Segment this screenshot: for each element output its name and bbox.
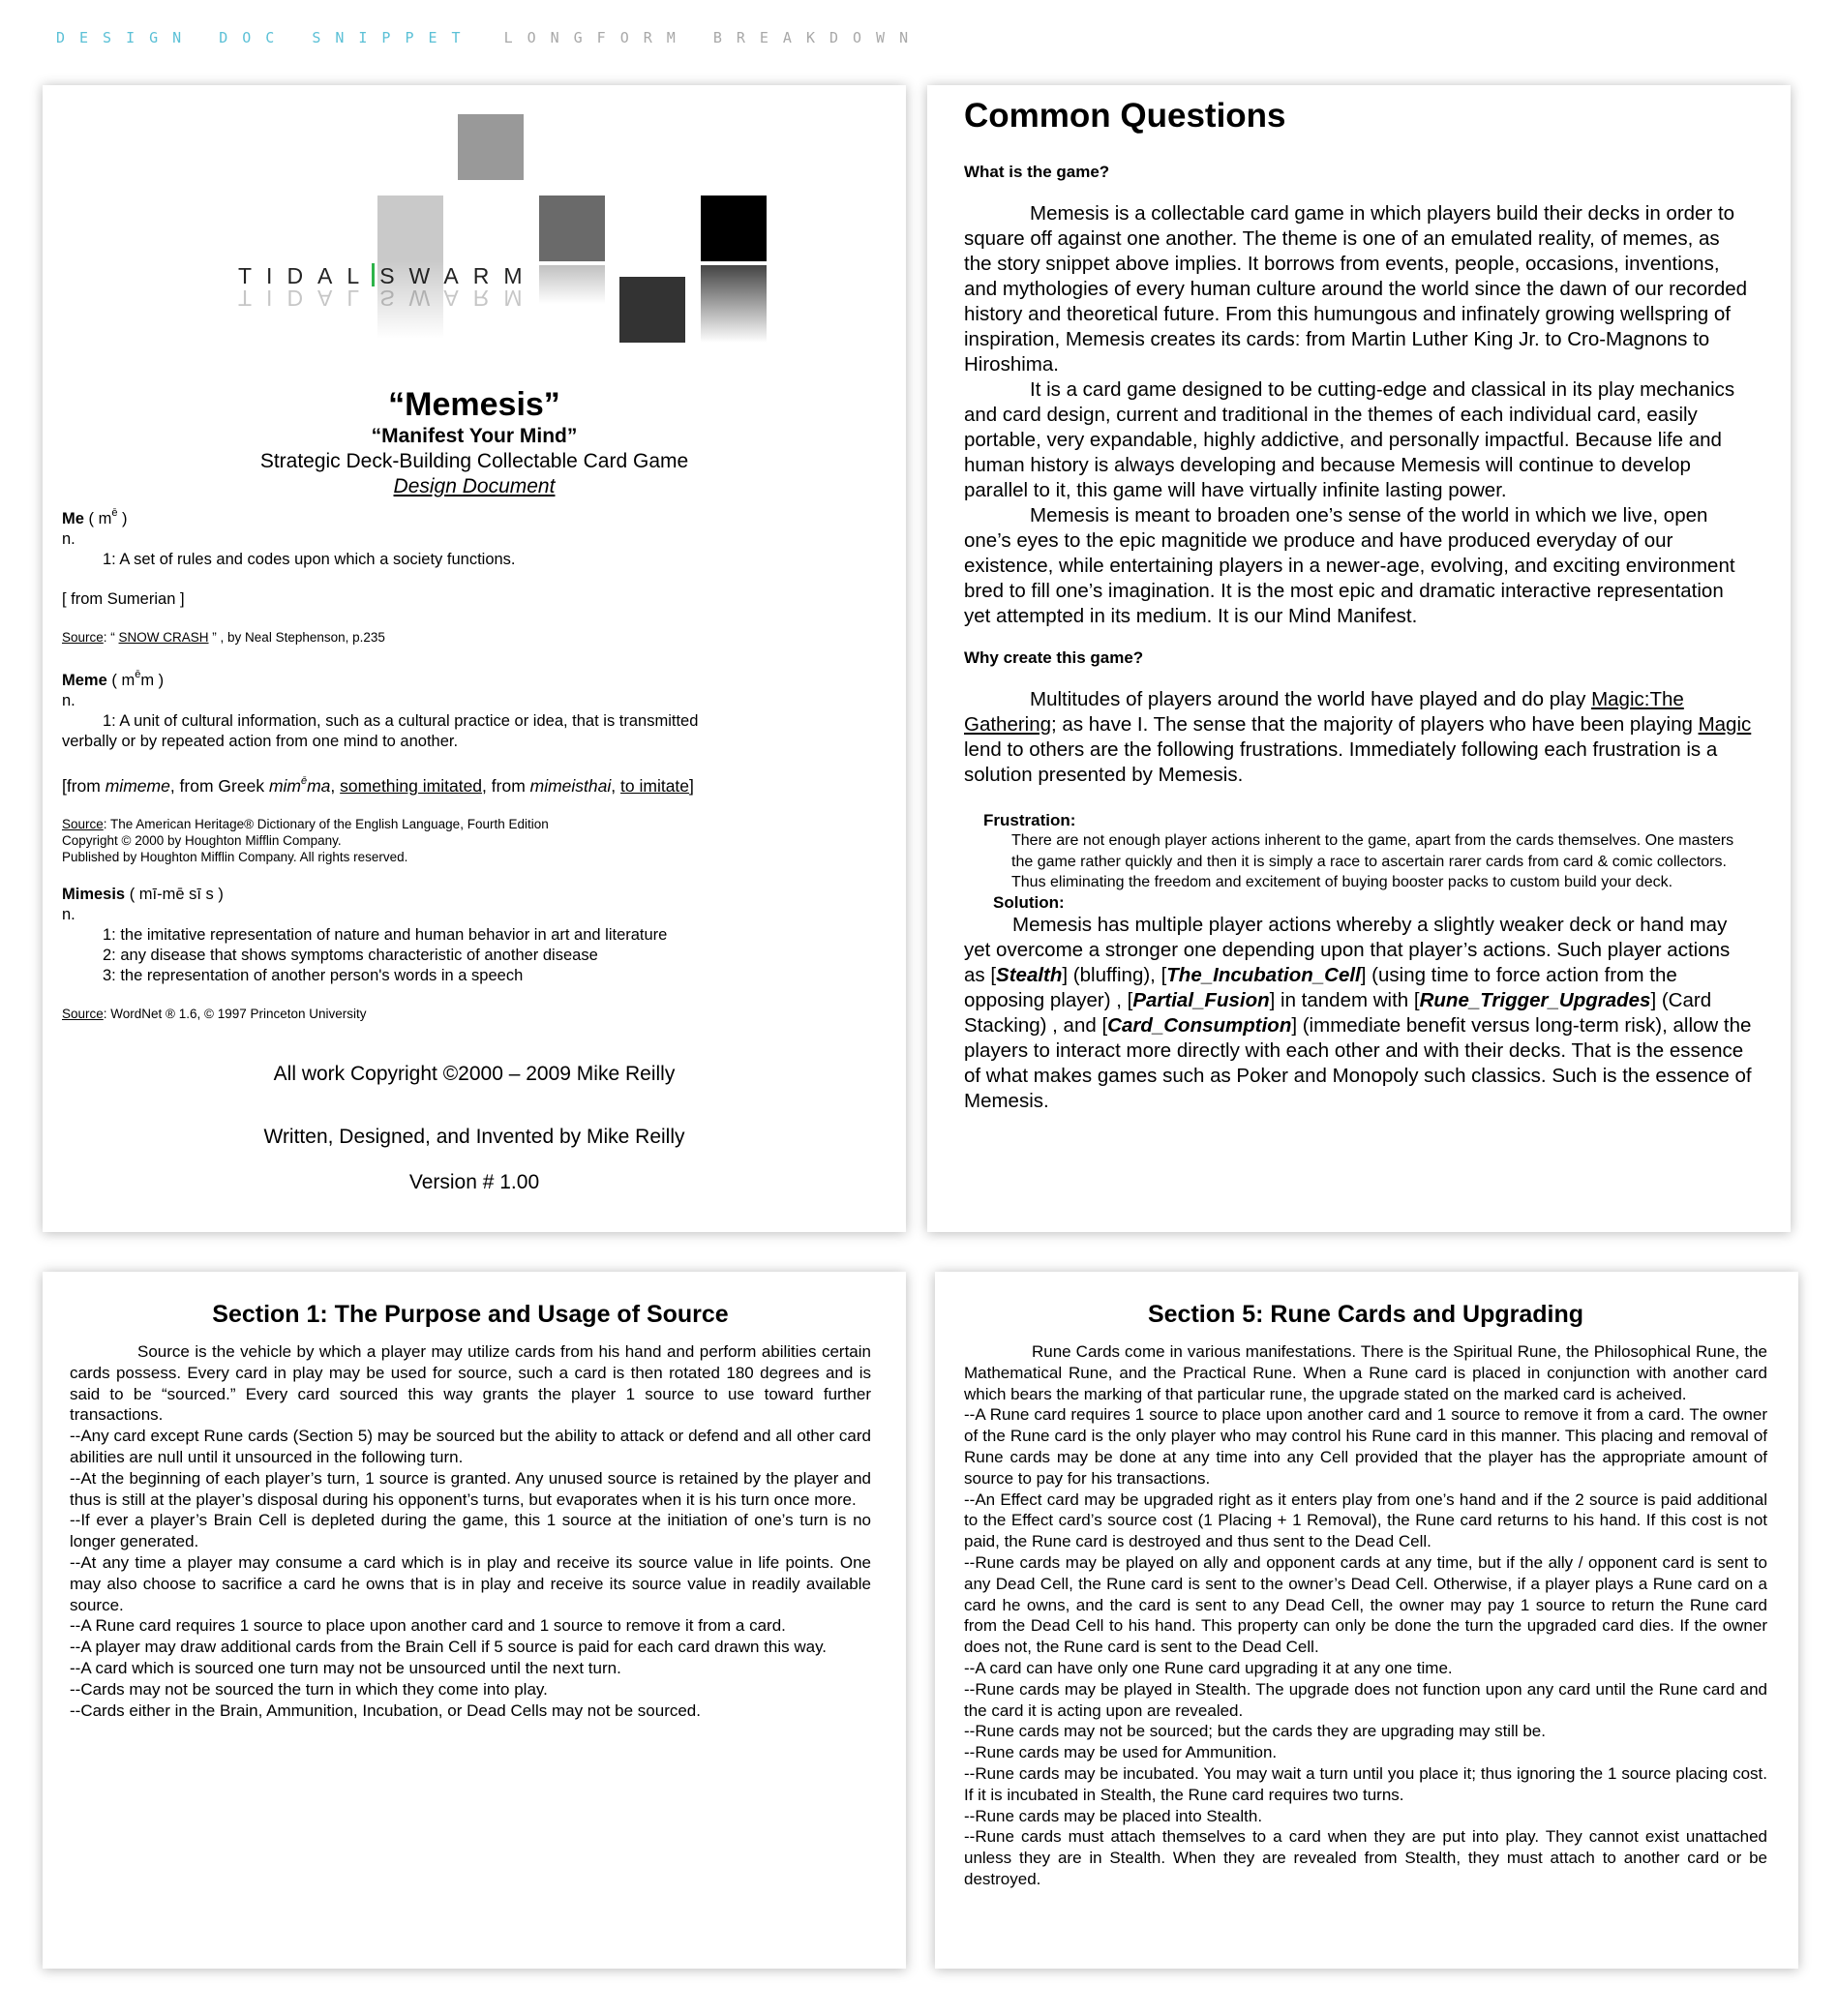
def-me-word: Me (62, 510, 84, 527)
logo-reflection (238, 285, 537, 311)
def-mimesis-pron: ( mī-mē sī s ) (125, 886, 224, 903)
logo-square (701, 265, 767, 343)
header-label-longform: LONGFORM BREAKDOWN (503, 29, 923, 46)
cover-version: Version # 1.00 (408, 1171, 540, 1193)
section5-paragraph: --Rune cards may not be sourced; but the cards they are upgrading may still be. (964, 1722, 1546, 1741)
logo-word-tidal: TIDAL (238, 263, 375, 288)
source-title: SNOW CRASH (118, 630, 209, 645)
ety-part: mimeisthai (529, 776, 612, 796)
section5-title: Section 5: Rune Cards and Upgrading (1147, 1301, 1584, 1328)
ety-part: to imitate (620, 776, 690, 796)
def-me-pron-mark: ē (111, 507, 118, 519)
faq-question-2: Why create this game? (964, 648, 1144, 667)
faq-answer-1-p2: It is a card game designed to be cutting-edge and classical in its play mechanics and card design, current and traditional in the themes of each individual card, easily portable, very expandable, highly addictive, and personally impactful. Because life and human history is always developing and because Memesis will continue to develop parallel to it, this game will have virtually infinite lasting power. (964, 378, 1735, 501)
faq-question-1: What is the game? (964, 163, 1110, 181)
section5-paragraph: --Rune cards may be placed into Stealth. (964, 1806, 1263, 1825)
source-text: : The American Heritage® Dictionary of the English Language, Fourth Edition (103, 817, 549, 831)
def-me-source (62, 629, 875, 646)
section5-page (935, 1272, 1798, 1969)
def-meme-text-b: verbally or by repeated action from one mind to another. (62, 733, 459, 750)
section1-paragraph: --A player may draw additional cards from the Brain Cell if 5 source is paid for each card drawn this way. (70, 1638, 828, 1657)
def-mimesis-text-2: 2: any disease that shows symptoms characteristic of another disease (103, 947, 598, 964)
def-me-text: 1: A set of rules and codes upon which a society functions. (103, 551, 516, 568)
solution-text (964, 913, 1752, 1114)
logo-square (539, 196, 605, 261)
def-mimesis-pos: n. (62, 906, 75, 923)
section1-paragraph: --At any time a player may consume a card which is in play and receive its source value in life points. One may also choose to sacrifice a card he owns that is in play and receive its source value in readily available source. (70, 1552, 871, 1614)
def-mimesis-word: Mimesis (62, 886, 126, 903)
magic-gathering-link: Magic:The Gathering (964, 688, 1684, 736)
cover-page (43, 85, 906, 1232)
ety-part: mim (268, 776, 301, 796)
def-meme-publisher: Published by Houghton Mifflin Company. All rights reserved. (62, 850, 408, 864)
header-label-design: DESIGN DOC SNIPPET (56, 29, 475, 46)
faq-answer-2 (964, 687, 1752, 788)
ety-part: ē (300, 775, 308, 787)
ety-part: mimeme (105, 776, 170, 796)
ety-part: , (330, 776, 341, 796)
source-label: Source (62, 1007, 104, 1021)
def-meme-source (62, 816, 875, 832)
game-title: “Memesis” (388, 386, 560, 423)
section1-page (43, 1272, 906, 1969)
faq-answer-2-text: Multitudes of players around the world have played and do play (1030, 688, 1592, 710)
magic-link: Magic (1698, 713, 1752, 736)
def-meme-pron-open: ( m (106, 672, 136, 689)
source-label: Source (62, 817, 104, 831)
solution-part: ] (bluffing), [ (1062, 963, 1167, 986)
section1-paragraph: Source is the vehicle by which a player may utilize cards from his hand and perform abilities certain cards possess. Every card in play may be used for source, such a card is then rotated 180 degrees and is said to be “sourced.” Every card sourced this way grants the player 1 source to use toward further transactions. (70, 1342, 871, 1425)
source-label: Source (62, 630, 104, 645)
def-mimesis-text-3: 3: the representation of another person's words in a speech (103, 967, 524, 984)
ety-part: ] (689, 776, 694, 796)
cover-title-block (43, 385, 906, 499)
def-meme-etymology (62, 771, 875, 797)
def-mimesis-source (62, 1006, 875, 1022)
keyword-rune-trigger: Rune_Trigger_Upgrades (1419, 988, 1651, 1011)
ety-part: , from (482, 776, 530, 796)
ety-part: ma (307, 776, 331, 796)
section5-paragraph: --Rune cards must attach themselves to a card when they are put into play. They cannot exist unattached unless they are in Stealth. When they are revealed from Stealth, they must attach to another card or be destroyed. (964, 1827, 1767, 1888)
section5-paragraph: --Rune cards may be used for Ammunition. (964, 1743, 1278, 1762)
def-me-pron-open: ( m (83, 510, 112, 527)
game-genre: Strategic Deck-Building Collectable Card Game (259, 450, 689, 472)
def-meme-text-a: 1: A unit of cultural information, such as a cultural practice or idea, that is transmitted (103, 712, 699, 730)
section1-paragraph: --Cards either in the Brain, Ammunition, Incubation, or Dead Cells may not be sourced. (70, 1700, 701, 1720)
section1-paragraph: --A card which is sourced one turn may not be unsourced until the next turn. (70, 1658, 621, 1677)
solution-part: Memesis has multiple player actions whereby a slightly weaker deck or hand may yet overcome a stronger one depending upon that player’s actions. Such player actions as [ (964, 913, 1731, 986)
solution-part: ] in tandem with [ (1269, 988, 1420, 1011)
solution-part: ] (using time to force action from the opposing player) , [ (964, 963, 1677, 1011)
source-post: ” , by Neal Stephenson, p.235 (208, 630, 385, 645)
source-pre: : “ (103, 630, 119, 645)
section5-paragraph: --Rune cards may be incubated. You may wait a turn until you place it; thus ignoring the 1 source placing cost. If it is incubated in Stealth, the Rune card requires two turns. (964, 1763, 1767, 1804)
section5-paragraph: --A card can have only one Rune card upgrading it at any one time. (964, 1658, 1453, 1677)
section1-paragraph: --Any card except Rune cards (Section 5) may be sourced but the ability to attack or defend and all other card abilities are null until it unsourced in the following turn. (70, 1427, 871, 1466)
cover-credits: Written, Designed, and Invented by Mike Reilly (263, 1126, 685, 1148)
keyword-partial-fusion: Partial_Fusion (1132, 988, 1270, 1011)
section5-paragraph: --Rune cards may be played in Stealth. The upgrade does not function upon any card until the Rune card and the card it is acting upon are revealed. (964, 1679, 1767, 1720)
ety-part: something imitated (340, 776, 483, 796)
game-tagline: “Manifest Your Mind” (371, 425, 578, 447)
def-mimesis-head (62, 885, 875, 905)
logo-square (458, 114, 524, 180)
section1-body (70, 1341, 871, 1721)
def-me-pos: n. (62, 530, 75, 548)
faq-answer-1-p3: Memesis is meant to broaden one’s sense of the world in which we live, open one’s eyes to the epic magnitide we produce and have produced everyday of our existence, while entertaining players in a newer-age, evolving, and exciting environment bred to fill one’s imagination. It is the most epic and dramatic interactive representation yet attempted in its medium. It is our Mind Manifest. (964, 504, 1735, 627)
faq-answer-1-p1: Memesis is a collectable card game in which players build their decks in order to square off against one another. The theme is one of an emulated reality, of memes, as the story snippet above implies. It borrows from events, people, occasions, inventions, and mythologies of every human culture around the world since the dawn of our recorded history and theoretical future. From this humungous and infinately growing wellspring of inspiration, Memesis creates its cards: from Martin Luther King Jr. to Cro-Magnons to Hiroshima. (964, 202, 1748, 376)
faq-title: Common Questions (964, 97, 1286, 135)
solution-part: ] (Card Stacking) , and [ (964, 988, 1712, 1037)
logo-reflection-tidal: TIDAL (238, 286, 375, 311)
frustration-text: There are not enough player actions inherent to the game, apart from the cards themselves. One masters the game rather quickly and then it is simply a race to ascertain rarer cards from card & comic collectors. Thus eliminating the freedom and excitement of buying booster packs to custom build your deck. (1011, 832, 1734, 890)
logo-reflection-swarm: SWARM (379, 286, 537, 311)
cover-copyright: All work Copyright ©2000 – 2009 Mike Reilly (273, 1063, 676, 1085)
ety-part: , (611, 776, 621, 796)
tidal-swarm-logo (188, 114, 768, 356)
section1-paragraph: --At the beginning of each player’s turn, 1 source is granted. Any unused source is retained by the player and thus is still at the player’s disposal during his opponent’s turns, but evaporates when it is his turn once more. (70, 1468, 871, 1509)
keyword-incubation-cell: The_Incubation_Cell (1166, 963, 1361, 986)
source-text: : WordNet ® 1.6, © 1997 Princeton University (103, 1007, 367, 1021)
section5-paragraph: Rune Cards come in various manifestations. There is the Spiritual Rune, the Philosophical Rune, the Mathematical Rune, and the Practical Rune. When a Rune card is placed in conjunction with another card which bears the marking of that particular rune, the upgrade stated on the marked card is acheived. (964, 1342, 1767, 1403)
section1-paragraph: --If ever a player’s Brain Cell is depleted during the game, this 1 source at the initiation of one’s turn is no longer generated. (70, 1511, 871, 1551)
def-me-pron-close: ) (117, 510, 128, 527)
logo-square (701, 196, 767, 261)
def-meme-copyright: Copyright © 2000 by Houghton Mifflin Company. (62, 833, 342, 848)
section1-paragraph: --Cards may not be sourced the turn in which they come into play. (70, 1679, 548, 1699)
ety-part: , from Greek (169, 776, 269, 796)
definitions (62, 503, 875, 1022)
def-meme-pos: n. (62, 692, 75, 709)
section5-paragraph: --Rune cards may be played on ally and opponent cards at any time, but if the ally / opponent card is sent to any Dead Cell, the Rune card is sent to the owner’s Dead Cell. Otherwise, if a player plays a Rune card on a card he owns, and the card is sent to any Dead Cell, the owner may pay 1 source to return the Rune card from the Dead Cell to his hand. This property can only be done the turn the upgraded card dies. If the owner does not, the Rune card is sent to the Dead Cell. (964, 1552, 1767, 1657)
section5-body (964, 1341, 1767, 1890)
faq-answer-2-text: lend to others are the following frustrations. Immediately following each frustration is a solution presented by Memesis. (964, 738, 1718, 786)
logo-square (539, 265, 605, 304)
solution-part: ] (immediate benefit versus long-term risk), allow the players to interact more directly with each other and with their decks. That is the essence of what makes games such as Poker and Monopoly such classics. Such is the essence of Memesis. (964, 1013, 1752, 1112)
faq-page (927, 85, 1791, 1232)
section5-paragraph: --A Rune card requires 1 source to place upon another card and 1 source to remove it from a card. The owner of the Rune card is the only player who may control his Rune card in this manner. This placing and removal of Rune cards may be done at any time into any Cell provided that the player has the appropriate amount of source to pay for his transactions. (964, 1405, 1767, 1488)
page-header (56, 29, 922, 52)
section1-paragraph: --A Rune card requires 1 source to place upon another card and 1 source to remove it from a card. (70, 1616, 786, 1636)
def-meme-head (62, 665, 875, 691)
def-me-origin: [ from Sumerian ] (62, 590, 185, 608)
def-me-head (62, 503, 875, 529)
def-meme-word: Meme (62, 672, 107, 689)
keyword-stealth: Stealth (996, 963, 1063, 986)
doc-type: Design Document (393, 475, 556, 497)
logo-square (619, 277, 685, 343)
frustration-label: Frustration: (983, 811, 1076, 829)
section5-paragraph: --An Effect card may be upgraded right as it enters play from one’s hand and if the 2 source is paid additional to the Effect card’s source cost (1 Placing + 1 Removal), the Rune card returns to his hand. If this cost is not paid, the Rune card is destroyed and thus sent to the Dead Cell. (964, 1489, 1767, 1551)
faq-answer-2-text: ; as have I. The sense that the majority of players who have been playing (1051, 713, 1699, 736)
def-mimesis-text-1: 1: the imitative representation of nature and human behavior in art and literature (103, 926, 668, 944)
def-meme-pron-mark: ē (135, 669, 141, 680)
ety-part: [from (62, 776, 105, 796)
section1-title: Section 1: The Purpose and Usage of Source (212, 1301, 729, 1328)
logo-word-swarm: SWARM (379, 263, 537, 288)
keyword-card-consumption: Card_Consumption (1107, 1013, 1292, 1037)
def-meme-pron-close: m ) (140, 672, 165, 689)
solution-label: Solution: (993, 892, 1065, 912)
